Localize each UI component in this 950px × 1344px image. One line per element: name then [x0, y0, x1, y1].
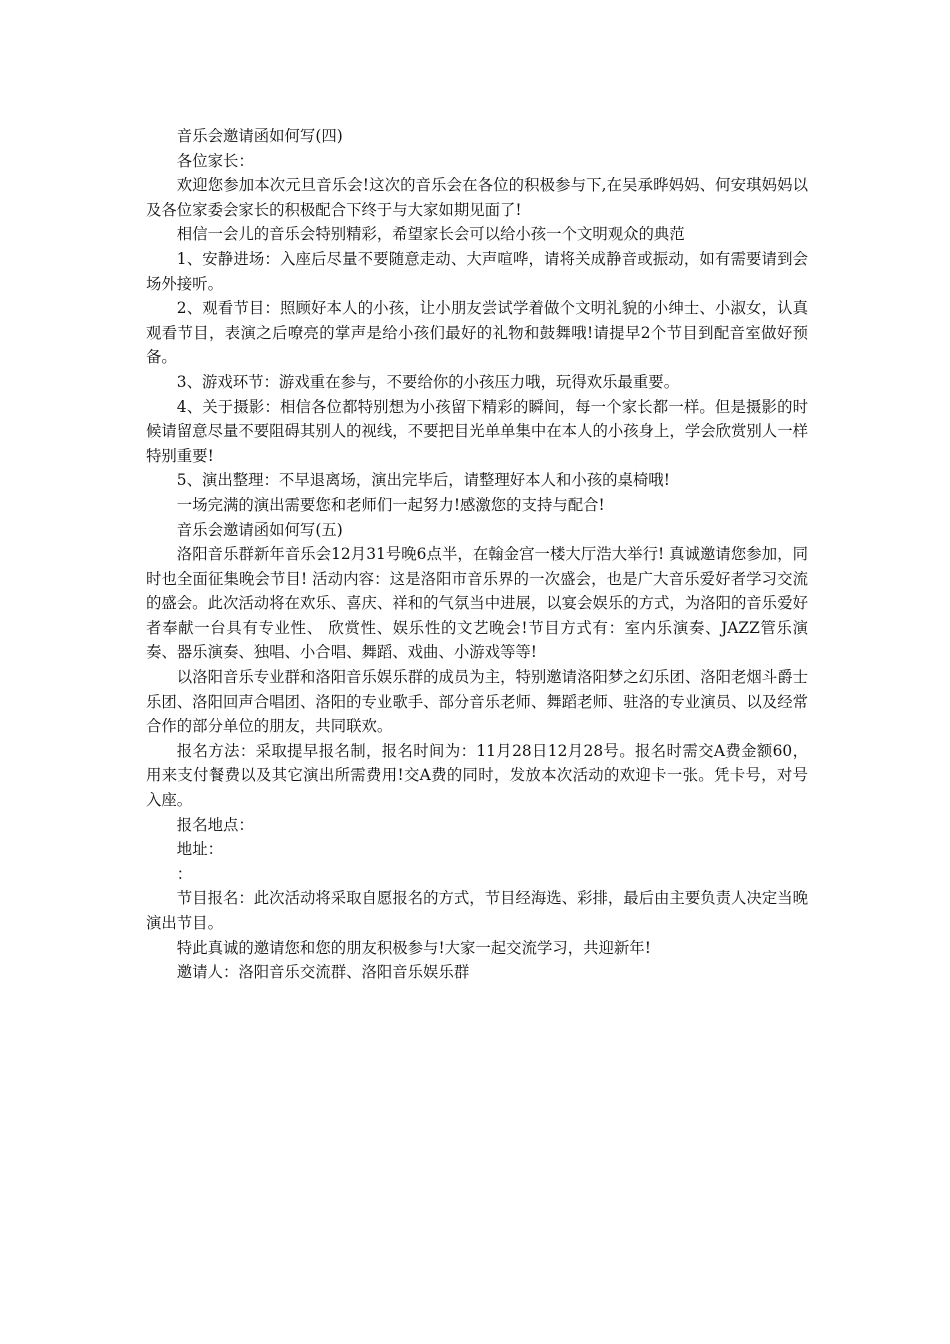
welcome-paragraph: 欢迎您参加本次元旦音乐会!这次的音乐会在各位的积极参与下,在吴承晔妈妈、何安琪妈妈以及各位家委会家长的积极配合下终于与大家如期见面了!	[146, 176, 808, 219]
registration-method-paragraph: 报名方法：采取提早报名制，报名时间为：11月28日12月28号。报名时需交A费金额60，用来支付餐费以及其它演出所需费用!交A费的同时，发放本次活动的欢迎卡一张。凭卡号，对号入座。	[146, 741, 808, 810]
participants-paragraph: 以洛阳音乐专业群和洛阳音乐娱乐群的成员为主，特别邀请洛阳梦之幻乐团、洛阳老烟斗爵士乐团、洛阳回声合唱团、洛阳的专业歌手、部分音乐老师、舞蹈老师、驻洛的专业演员、以及经常合作的部分单位的朋友，共同联欢。	[146, 668, 808, 736]
blank-field-label: ：	[176, 864, 193, 883]
program-registration-paragraph: 节目报名：此次活动将采取自愿报名的方式，节目经海选、彩排，最后由主要负责人决定当晚演出节目。	[146, 889, 808, 932]
rule-item-4: 4、关于摄影：相信各位都特别想为小孩留下精彩的瞬间，每一个家长都一样。但是摄影的时候请留意尽量不要阻碍其别人的视线，不要把目光单单集中在本人的小孩身上，学会欣赏别人一样特别重要!	[146, 397, 808, 465]
document-body	[146, 124, 808, 985]
rule-item-5: 5、演出整理：不早退离场，演出完毕后，请整理好本人和小孩的桌椅哦!	[176, 471, 670, 490]
event-description-paragraph: 洛阳音乐群新年音乐会12月31号晚6点半，在翰金宫一楼大厅浩大举行! 真诚邀请您参加，同时也全面征集晚会节目! 活动内容：这是洛阳市音乐界的一次盛会，也是广大音乐爱好者学习交流的盛会。此次活动将在欢乐、喜庆、祥和的气氛当中进展，以宴会娱乐的方式，为洛阳的音乐爱好者奉献一台具有专业性、 欣赏性、娱乐性的文艺晚会!节目方式有：室内乐演奏、JAZZ管乐演奏、器乐演奏、独唱、小合唱、舞蹈、戏曲、小游戏等等!	[146, 545, 808, 662]
invitation-paragraph: 特此真诚的邀请您和您的朋友积极参与!大家一起交流学习，共迎新年!	[176, 938, 651, 957]
inviter-line: 邀请人：洛阳音乐交流群、洛阳音乐娱乐群	[176, 963, 470, 982]
intro-paragraph: 相信一会儿的音乐会特别精彩，希望家长会可以给小孩一个文明观众的典范	[176, 225, 685, 244]
closing-paragraph: 一场完满的演出需要您和老师们一起努力!感激您的支持与配合!	[176, 495, 605, 514]
address-label: 地址：	[176, 840, 223, 859]
heading-part-four: 音乐会邀请函如何写(四)	[176, 127, 343, 145]
salutation: 各位家长：	[176, 151, 254, 170]
rule-item-1: 1、安静进场：入座后尽量不要随意走动、大声喧哗，请将关成静音或振动，如有需要请到会场外接听。	[146, 249, 808, 293]
rule-item-3: 3、游戏环节：游戏重在参与，不要给你的小孩压力哦，玩得欢乐最重要。	[176, 372, 680, 391]
rule-item-2: 2、观看节目：照顾好本人的小孩，让小朋友尝试学着做个文明礼貌的小绅士、小淑女，认真观看节目，表演之后嘹亮的掌声是给小孩们最好的礼物和鼓舞哦!请提早2个节目到配音室做好预备。	[146, 299, 808, 367]
heading-part-five: 音乐会邀请函如何写(五)	[176, 520, 343, 539]
registration-location-label: 报名地点：	[176, 815, 254, 834]
